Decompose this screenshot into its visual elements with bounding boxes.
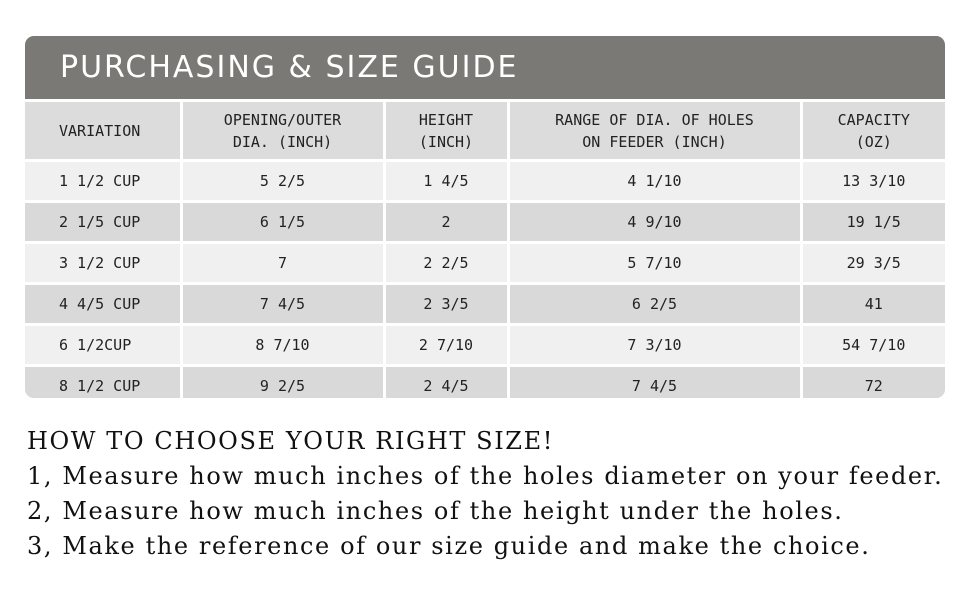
cell-capacity: 41 <box>801 284 945 325</box>
instruction-step: 2, Measure how much inches of the height under the holes. <box>27 497 844 525</box>
cell-hole-diameter-range: 4 1/10 <box>508 161 801 202</box>
cell-opening-diameter: 8 7/10 <box>181 325 384 366</box>
cell-hole-diameter-range: 5 7/10 <box>508 243 801 284</box>
cell-height: 2 2/5 <box>384 243 508 284</box>
cell-height: 1 4/5 <box>384 161 508 202</box>
cell-hole-diameter-range: 7 3/10 <box>508 325 801 366</box>
table-row <box>25 325 945 366</box>
cell-opening-diameter: 6 1/5 <box>181 202 384 243</box>
cell-variation: 2 1/5 CUP <box>25 202 181 243</box>
cell-opening-diameter: 5 2/5 <box>181 161 384 202</box>
size-guide-panel <box>25 36 945 398</box>
table-row <box>25 161 945 202</box>
cell-height: 2 4/5 <box>384 366 508 399</box>
header-opening-diameter: OPENING/OUTER DIA. (INCH) <box>181 101 384 161</box>
table-row <box>25 243 945 284</box>
cell-hole-diameter-range: 7 4/5 <box>508 366 801 399</box>
table-row <box>25 284 945 325</box>
cell-opening-diameter: 9 2/5 <box>181 366 384 399</box>
cell-capacity: 54 7/10 <box>801 325 945 366</box>
size-instructions <box>27 424 947 564</box>
cell-variation: 4 4/5 CUP <box>25 284 181 325</box>
cell-variation: 1 1/2 CUP <box>25 161 181 202</box>
header-capacity: CAPACITY (OZ) <box>801 101 945 161</box>
cell-capacity: 19 1/5 <box>801 202 945 243</box>
cell-hole-diameter-range: 4 9/10 <box>508 202 801 243</box>
table-row <box>25 366 945 399</box>
cell-capacity: 13 3/10 <box>801 161 945 202</box>
table-row <box>25 202 945 243</box>
header-row <box>25 101 945 161</box>
header-hole-diameter-range: RANGE OF DIA. OF HOLES ON FEEDER (INCH) <box>508 101 801 161</box>
instructions-heading: HOW TO CHOOSE YOUR RIGHT SIZE! <box>27 427 554 455</box>
instruction-step: 1, Measure how much inches of the holes diameter on your feeder. <box>27 462 944 490</box>
cell-variation: 6 1/2CUP <box>25 325 181 366</box>
cell-variation: 8 1/2 CUP <box>25 366 181 399</box>
cell-capacity: 29 3/5 <box>801 243 945 284</box>
header-variation: VARIATION <box>25 101 181 161</box>
cell-capacity: 72 <box>801 366 945 399</box>
cell-height: 2 <box>384 202 508 243</box>
cell-height: 2 3/5 <box>384 284 508 325</box>
header-height: HEIGHT (INCH) <box>384 101 508 161</box>
cell-variation: 3 1/2 CUP <box>25 243 181 284</box>
cell-height: 2 7/10 <box>384 325 508 366</box>
instruction-step: 3, Make the reference of our size guide and make the choice. <box>27 532 871 560</box>
cell-opening-diameter: 7 4/5 <box>181 284 384 325</box>
cell-opening-diameter: 7 <box>181 243 384 284</box>
size-table <box>25 99 945 398</box>
cell-hole-diameter-range: 6 2/5 <box>508 284 801 325</box>
guide-title: PURCHASING & SIZE GUIDE <box>25 36 945 99</box>
